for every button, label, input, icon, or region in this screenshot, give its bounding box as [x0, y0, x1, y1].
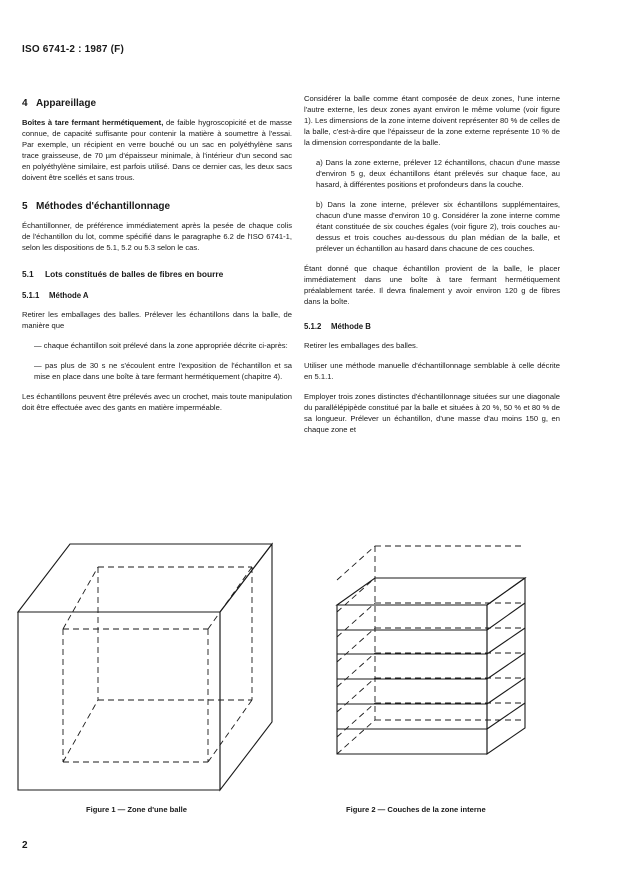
- list-item: — pas plus de 30 s ne s'écoulent entre l'exposition de l'échantillon et sa mise en place dans une boîte à tare fermant hermétiquement (chapitre 4).: [34, 361, 292, 381]
- page-header: ISO 6741-2 : 1987 (F): [22, 44, 125, 55]
- figure-1-bale-zone-diagram: [18, 544, 272, 790]
- section-5-1-2-heading: [304, 321, 560, 332]
- sample-paragraph: Étant donné que chaque échantillon provient de la balle, le placer immédiatement dans une boîte à tare fermant hermétiquement préalablement tarée. Il devra finalement y avoir environ 120 g de fibres dans la boîte.: [304, 264, 560, 306]
- figure-2-layers-diagram: [337, 546, 525, 754]
- section-number: 5.1.1: [22, 291, 40, 300]
- method-b-paragraph: Retirer les emballages des balles.: [304, 341, 418, 350]
- section-number: 5: [22, 201, 28, 212]
- method-a-paragraph: Retirer les emballages des balles. Prélever les échantillons dans la balle, de manière que: [22, 310, 292, 330]
- method-b-paragraph: Utiliser une méthode manuelle d'échantillonnage semblable à celle décrite en 5.1.1.: [304, 361, 560, 381]
- term-lead: Boîtes à tare fermant hermétiquement,: [22, 118, 164, 127]
- left-column: [22, 92, 292, 422]
- figure-1-caption: Figure 1 — Zone d'une balle: [86, 805, 187, 814]
- section-5-1-1-heading: [22, 290, 292, 301]
- right-column: [304, 93, 560, 444]
- section-title: Lots constitués de balles de fibres en bourre: [45, 269, 224, 279]
- section-5-1-heading: [22, 269, 292, 280]
- section-number: 5.1: [22, 269, 34, 279]
- section-5-heading: [22, 201, 292, 212]
- section-5-paragraph: Échantillonner, de préférence immédiatement après la pesée de chaque colis de l'échantillon du lot, comme spécifié dans le paragraphe 6.2 de l'ISO 6741-1, selon les dispositions de 5.1, 5.2 ou 5.3 selon le cas.: [22, 221, 292, 252]
- list-item-a: a) Dans la zone externe, prélever 12 échantillons, chacun d'une masse d'environ 5 g, deux échantillons étant prélevés sur chaque face, au hasard, à différentes positions et profondeurs dans la couche.: [316, 158, 560, 189]
- list-item: — chaque échantillon soit prélevé dans la zone appropriée décrite ci-après:: [34, 341, 288, 350]
- method-a-paragraph: Les échantillons peuvent être prélevés avec un crochet, mais toute manipulation doit être effectuée avec des gants en matière imperméable.: [22, 392, 292, 412]
- list-item-b: b) Dans la zone interne, prélever six échantillons supplémentaires, chacun d'une masse d'environ 10 g. Considérer la zone interne comme étant constituée de six couches égales (voir figure 2), trois couches au-dessus et trois couches au-dessous du plan médian de la balle, et prélever un échantillon au hasard dans chacune de ces couches.: [316, 200, 560, 253]
- method-b-paragraph: Employer trois zones distinctes d'échantillonnage situées sur une diagonale du parallélépipède constitué par la balle et situées à 20 %, 50 % et 80 % de sa longueur. Prélever un échantillon, d'une masse d'au moins 150 g, en chaque zone et: [304, 392, 560, 434]
- zones-paragraph: Considérer la balle comme étant composée de deux zones, l'une interne l'autre externe, les deux zones ayant environ le même volume (voir figure 1). Les dimensions de la zone interne doivent représenter 80 % de celles de la balle, c'est-à-dire que l'épaisseur de la zone externe représente 10 % de la dimension correspondante de la balle.: [304, 94, 560, 147]
- figure-2-caption: Figure 2 — Couches de la zone interne: [346, 805, 486, 814]
- section-title: Méthode A: [49, 291, 89, 300]
- section-title: Appareillage: [36, 98, 97, 109]
- section-title: Méthodes d'échantillonnage: [36, 201, 171, 212]
- page-number: 2: [22, 840, 28, 851]
- paragraph-text: de faible hygroscopicité et de masse connue, de capacité suffisante pour contenir la matière à soumettre à l'essai. Par exemple, un récipient en verre bouché ou un sac en polyéthylène sans trace graisseuse, de 70 µm d'épaisseur minimale, à l'intérieur d'un second sac en polyéthylène similaire, est parfois utilisé. Dans ce dernier cas, les deux sacs doivent être scellés et sans trous.: [22, 118, 292, 182]
- section-number: 5.1.2: [304, 322, 322, 331]
- section-4-paragraph: [22, 117, 292, 183]
- section-title: Méthode B: [331, 322, 371, 331]
- section-number: 4: [22, 98, 28, 109]
- section-4-heading: [22, 98, 292, 109]
